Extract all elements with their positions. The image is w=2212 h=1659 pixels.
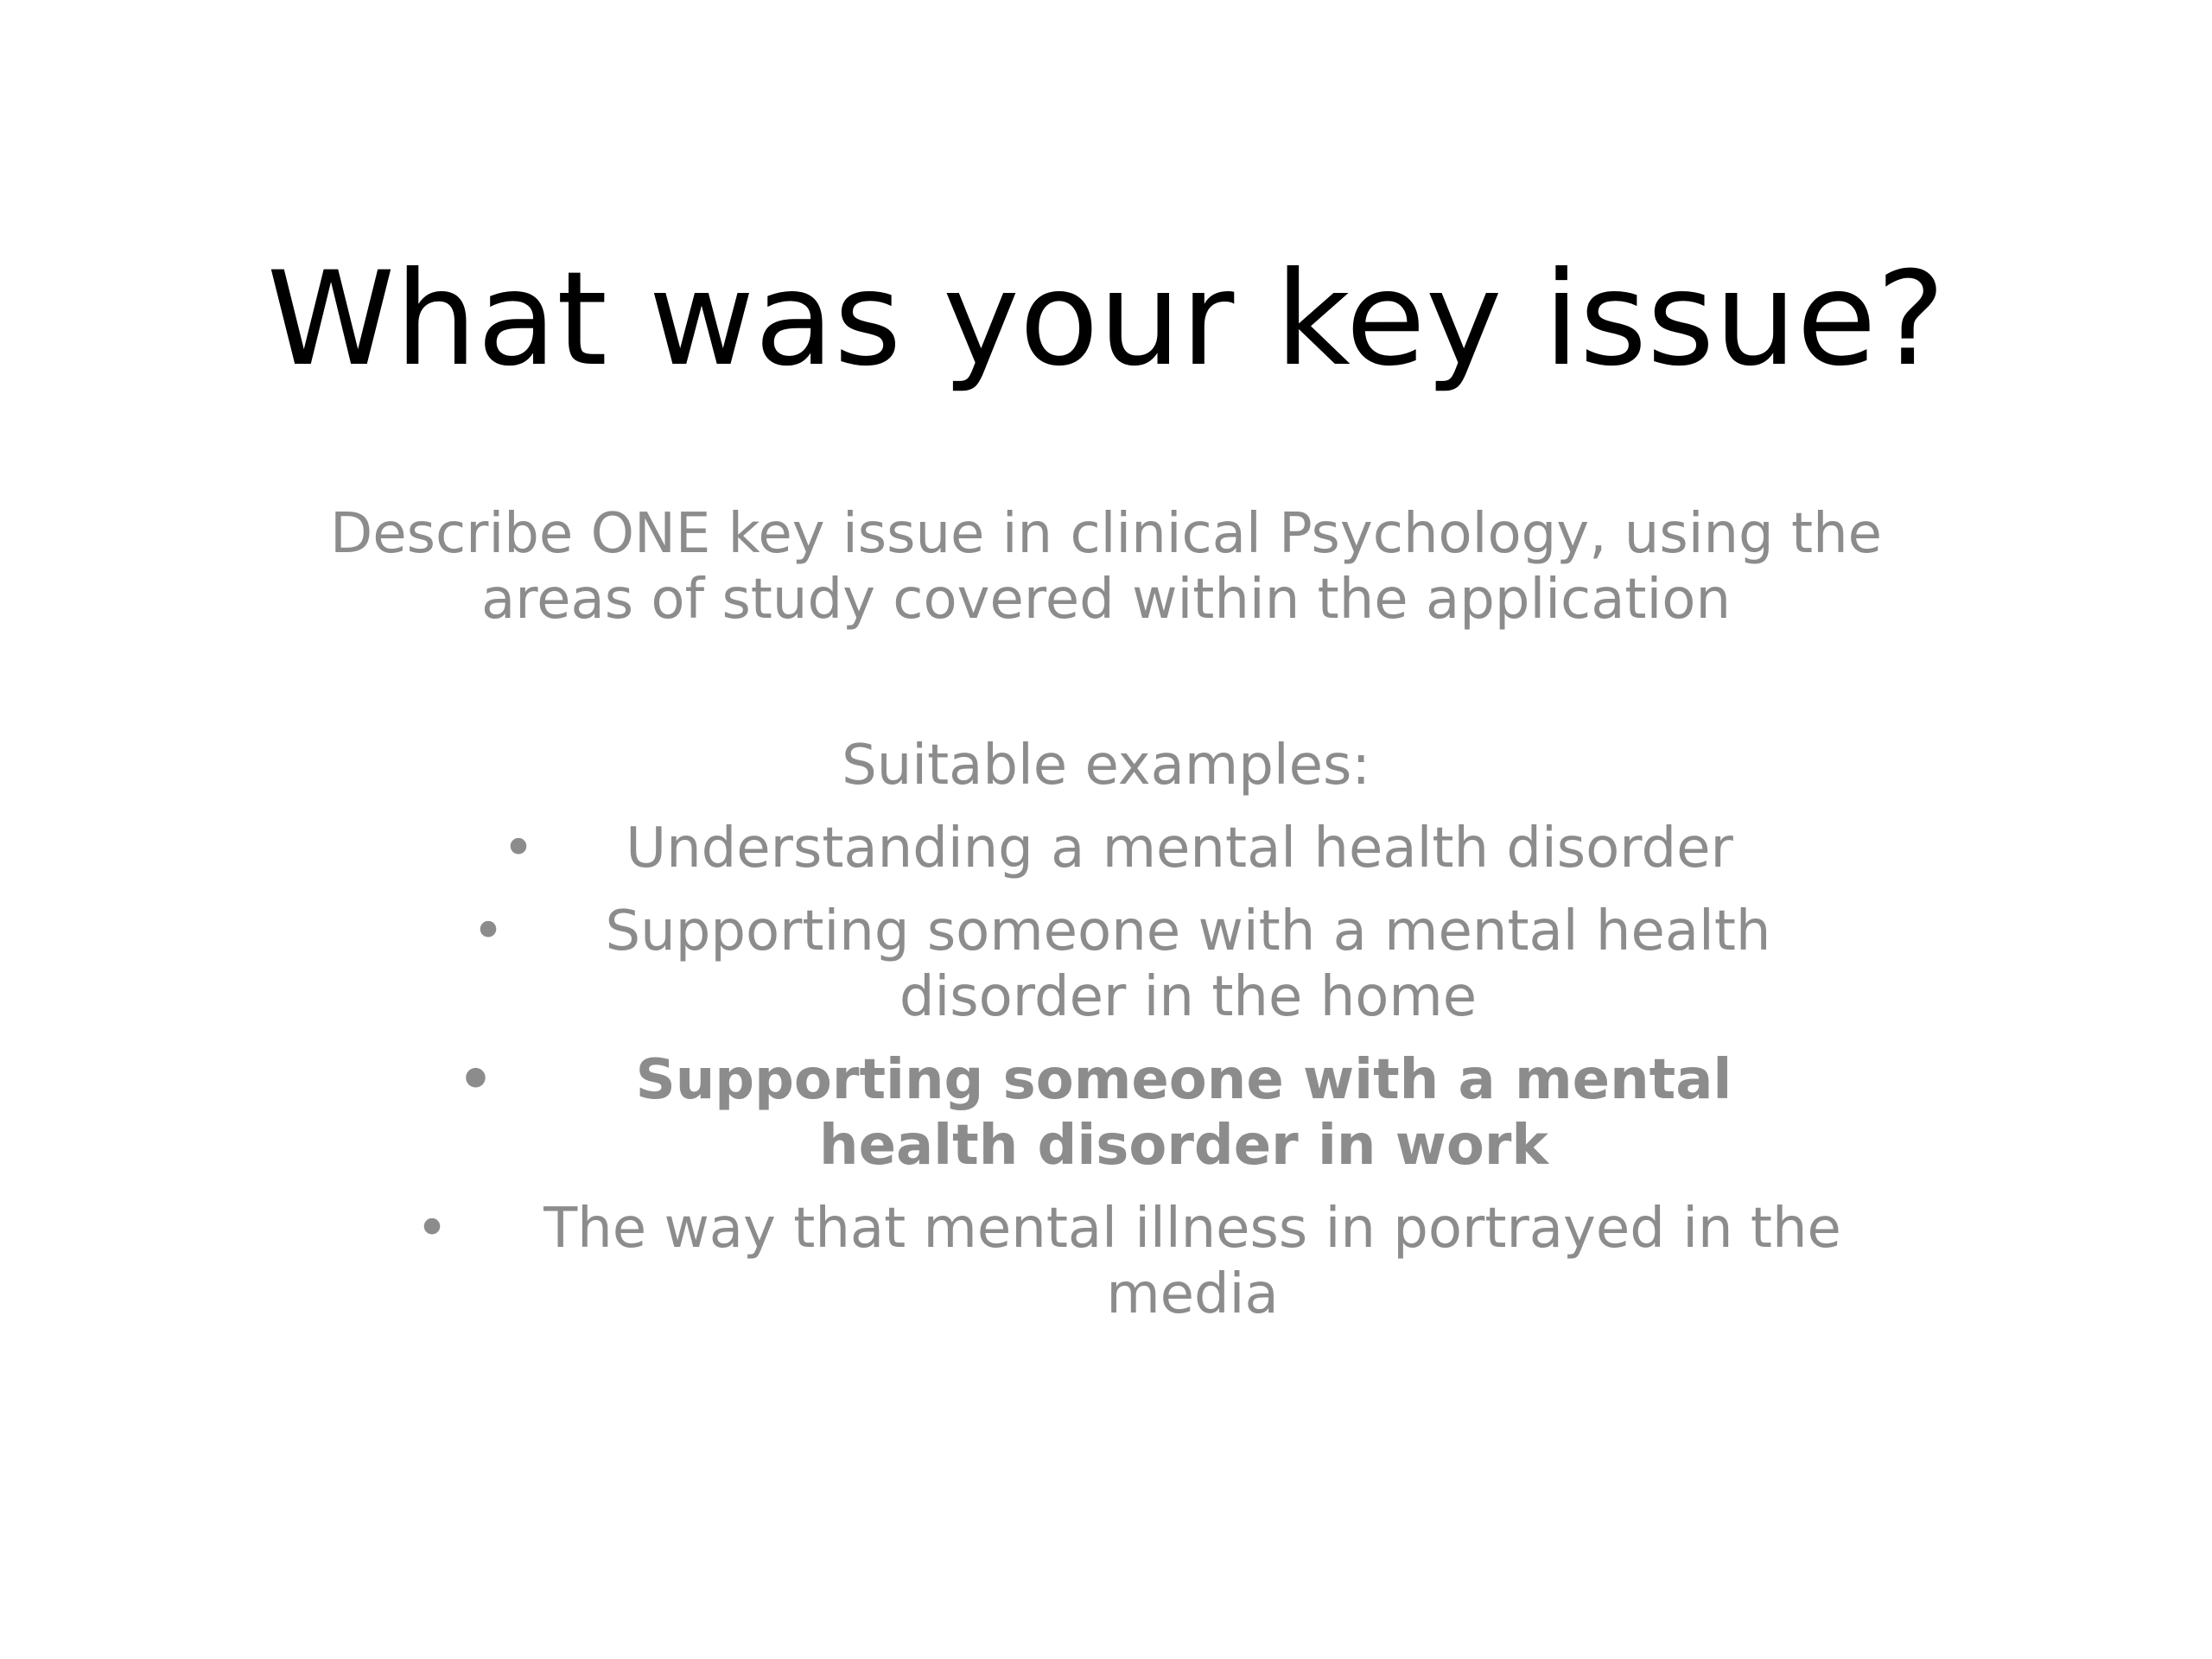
bullet-icon: • — [458, 1048, 493, 1112]
list-item-text: Understanding a mental health disorder — [626, 817, 1733, 880]
list-item — [415, 1196, 1849, 1334]
slide-title: What was your key issue? — [266, 245, 1946, 395]
list-item-emphasized — [458, 1047, 1815, 1185]
list-item — [471, 899, 1802, 1037]
list-item-text: The way that mental illness in portrayed in the media — [543, 1197, 1841, 1326]
examples-heading: Suitable examples: — [842, 734, 1370, 798]
intro-text: Describe ONE key issue in clinical Psychology, using the areas of study covered within the application — [329, 502, 1883, 632]
bullet-icon: • — [472, 899, 505, 963]
list-item-text: Supporting someone with a mental health disorder in work — [635, 1048, 1732, 1178]
list-item — [501, 816, 1763, 885]
bullet-icon: • — [416, 1197, 448, 1261]
bullet-icon: • — [502, 817, 535, 880]
list-item-text: Supporting someone with a mental health disorder in the home — [605, 899, 1771, 1029]
